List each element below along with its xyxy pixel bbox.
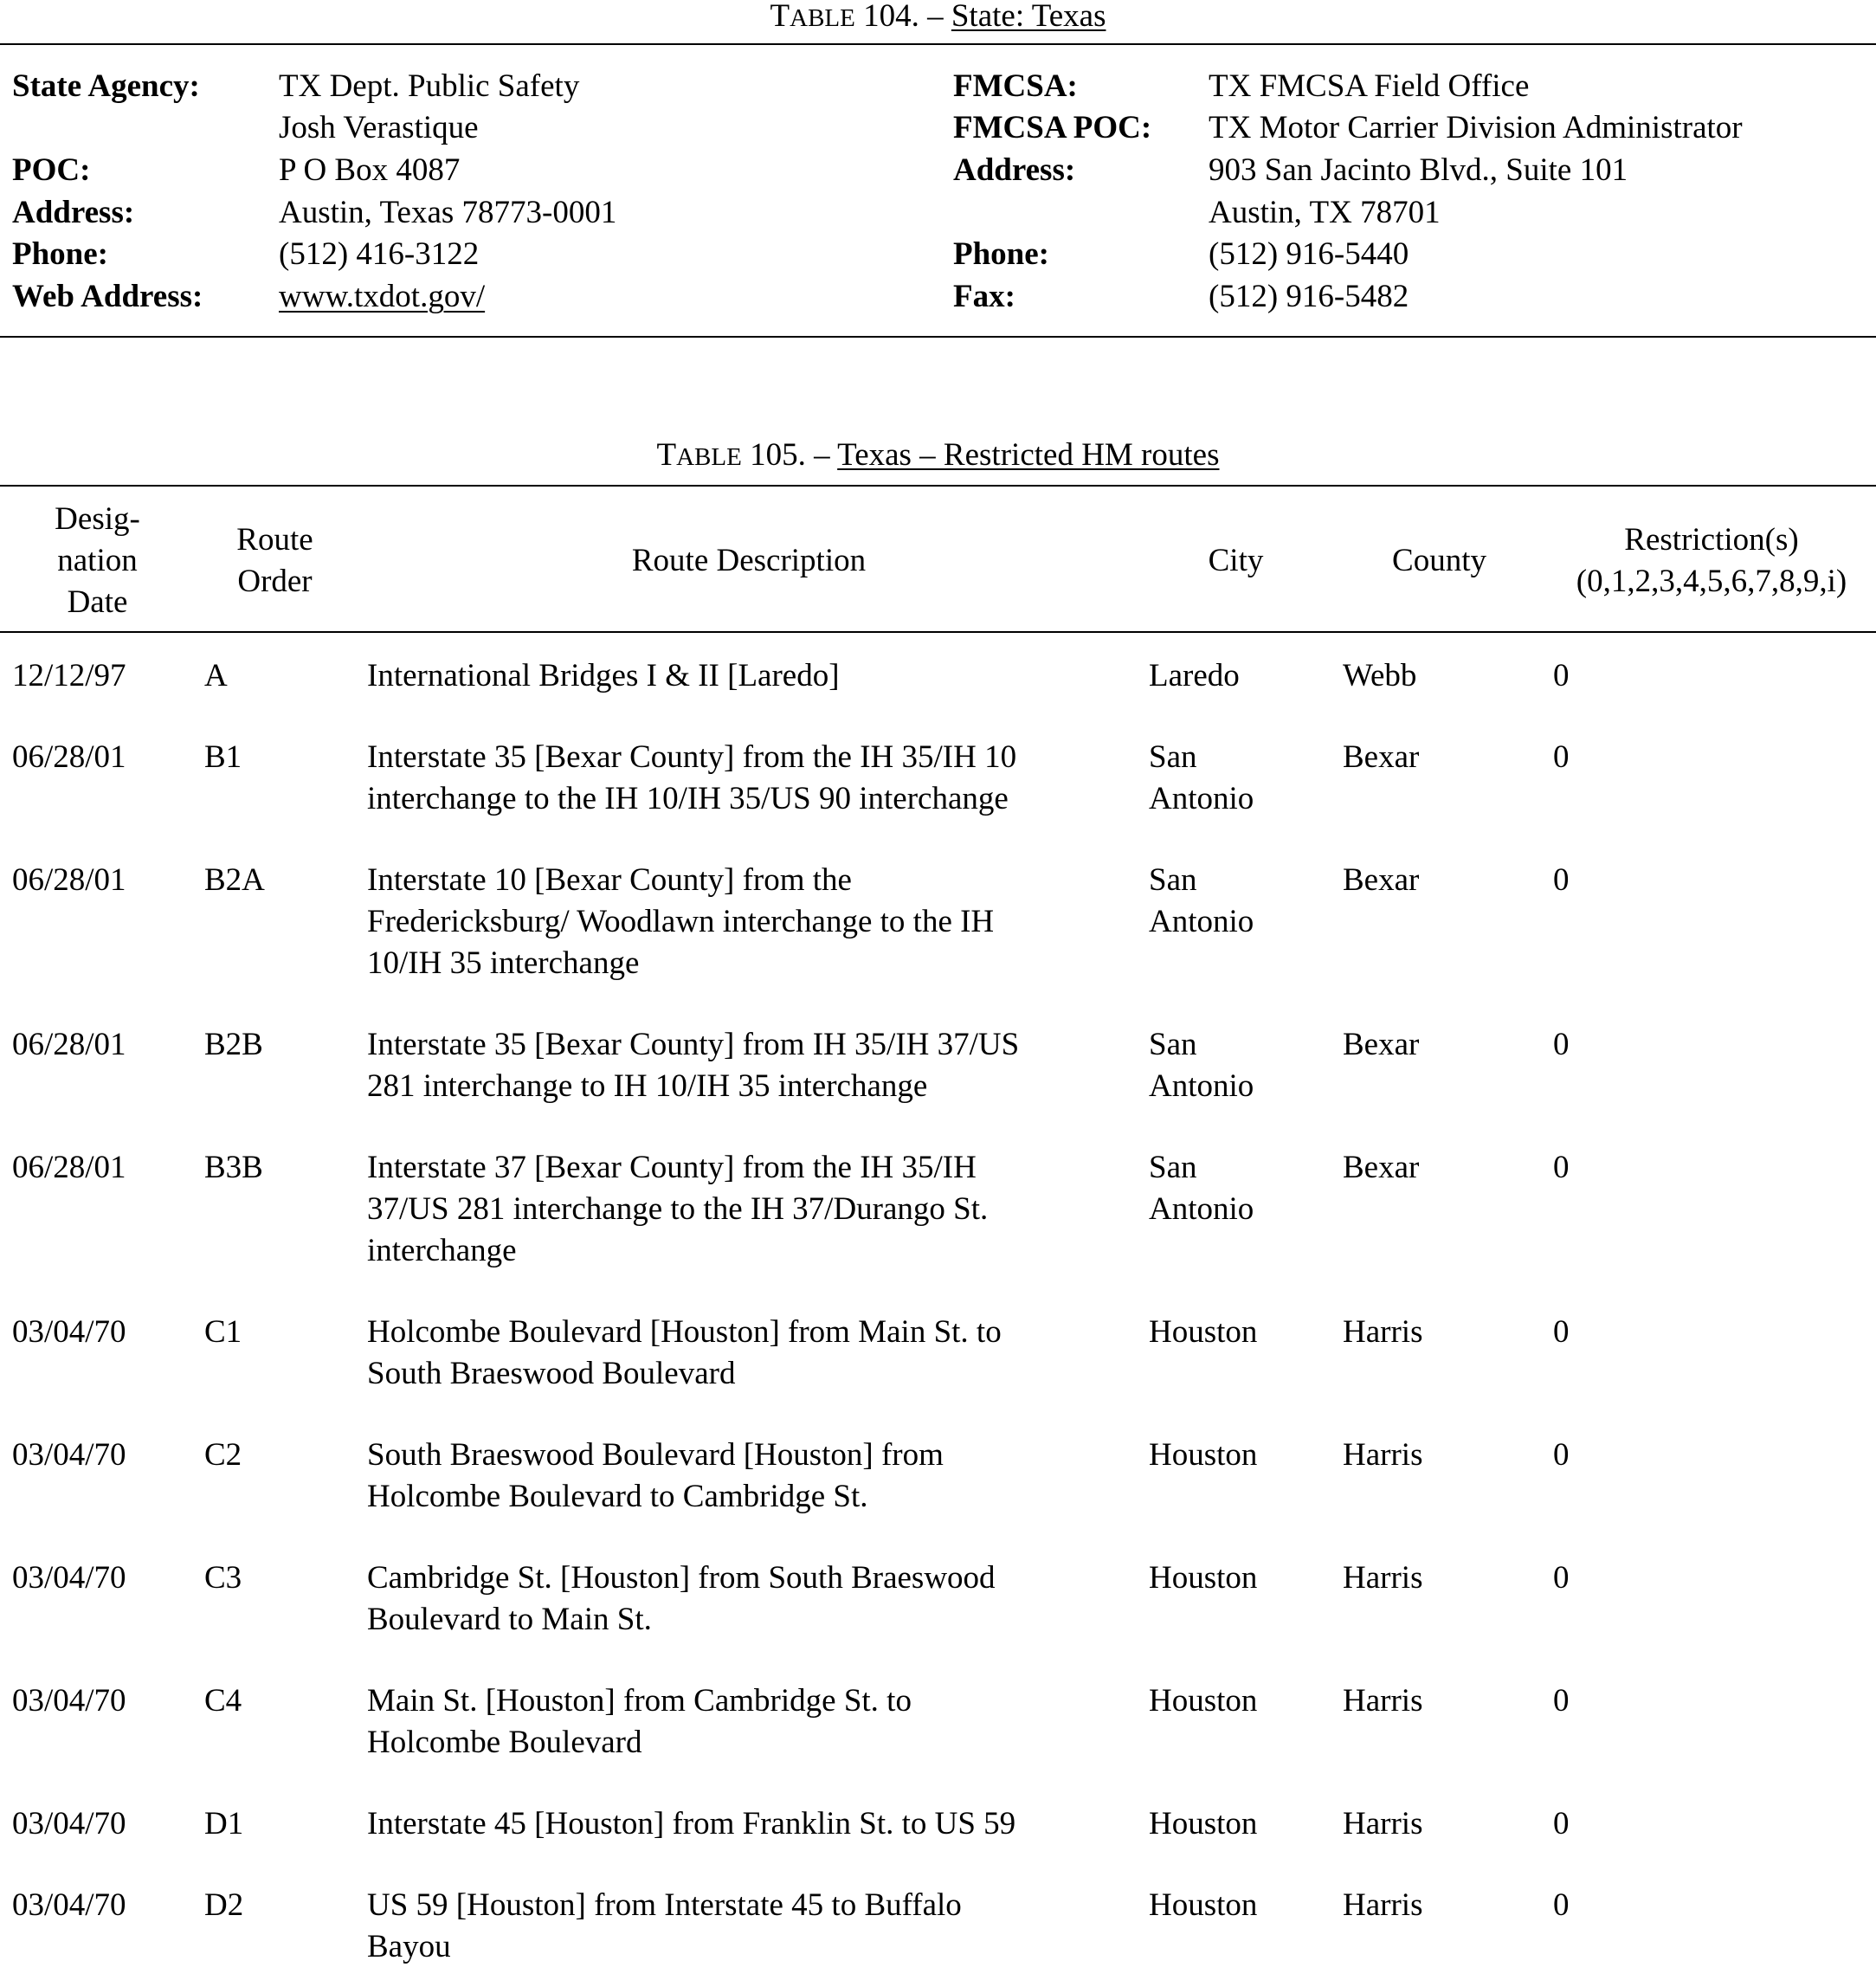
cell-route-order: B1	[204, 739, 242, 775]
cell-restriction: 0	[1553, 862, 1570, 898]
header-restriction-line: Restriction(s)	[1624, 522, 1799, 558]
cell-route-description: interchange	[367, 1233, 517, 1268]
cell-route-order: B2A	[204, 862, 265, 898]
contact-name: Josh Verastique	[279, 110, 479, 145]
cell-route-description: Interstate 10 [Bexar County] from the	[367, 862, 852, 898]
cell-route-description: US 59 [Houston] from Interstate 45 to Buffalo	[367, 1887, 962, 1923]
cell-county: Bexar	[1343, 1027, 1420, 1062]
fmcsa-label: FMCSA:	[953, 68, 1078, 104]
cell-city: Houston	[1149, 1560, 1258, 1596]
header-route-description: Route Description	[631, 543, 867, 578]
cell-route-description: Holcombe Boulevard	[367, 1725, 642, 1760]
table-105-number: 105.	[750, 437, 806, 473]
fmcsa-phone-label: Phone:	[953, 236, 1049, 272]
cell-city: San	[1149, 739, 1197, 775]
cell-restriction: 0	[1553, 658, 1570, 693]
fmcsa-fax-value: (512) 916-5482	[1209, 279, 1409, 314]
header-date-line: nation	[57, 543, 138, 578]
cell-route-description: Holcombe Boulevard to Cambridge St.	[367, 1479, 868, 1514]
cell-county: Harris	[1343, 1683, 1423, 1719]
cell-city: San	[1149, 862, 1197, 898]
cell-city: Antonio	[1149, 781, 1254, 816]
cell-designation-date: 06/28/01	[12, 1027, 126, 1062]
header-city: City	[1208, 543, 1264, 578]
cell-route-description: 10/IH 35 interchange	[367, 945, 640, 981]
table-105-top-rule	[0, 485, 1876, 487]
cell-restriction: 0	[1553, 1806, 1570, 1841]
cell-county: Harris	[1343, 1560, 1423, 1596]
cell-route-order: D1	[204, 1806, 244, 1841]
table-105-label-first: T	[656, 437, 677, 473]
header-designation-date	[17, 499, 177, 623]
table-105-caption	[0, 439, 1876, 474]
cell-designation-date: 12/12/97	[12, 658, 126, 693]
header-date-line: Desig-	[55, 501, 140, 537]
cell-city: Antonio	[1149, 1068, 1254, 1104]
cell-route-order: B2B	[204, 1027, 263, 1062]
cell-designation-date: 06/28/01	[12, 739, 126, 775]
table-104-top-rule	[0, 43, 1876, 45]
cell-city: San	[1149, 1150, 1197, 1185]
cell-city: Houston	[1149, 1314, 1258, 1350]
cell-county: Harris	[1343, 1314, 1423, 1350]
cell-route-description: South Braeswood Boulevard	[367, 1356, 736, 1391]
fmcsa-address-label: Address:	[953, 152, 1076, 188]
header-county: County	[1392, 543, 1486, 578]
web-address-link[interactable]: www.txdot.gov/	[279, 279, 486, 314]
table-104-caption	[0, 0, 1876, 35]
fmcsa-address-line2: Austin, TX 78701	[1209, 195, 1441, 230]
cell-county: Harris	[1343, 1806, 1423, 1841]
cell-restriction: 0	[1553, 1560, 1570, 1596]
cell-route-description: Fredericksburg/ Woodlawn interchange to the IH	[367, 904, 995, 939]
header-order-line: Order	[237, 564, 313, 599]
cell-route-description: Interstate 35 [Bexar County] from the IH 35/IH 10	[367, 739, 1017, 775]
table-104-number: 104.	[863, 0, 919, 34]
cell-city: Houston	[1149, 1806, 1258, 1841]
fmcsa-poc-label: FMCSA POC:	[953, 110, 1152, 145]
cell-restriction: 0	[1553, 1683, 1570, 1719]
cell-route-order: C3	[204, 1560, 242, 1596]
cell-route-order: A	[204, 658, 228, 693]
cell-county: Bexar	[1343, 739, 1420, 775]
poc-label: POC:	[12, 152, 91, 188]
cell-county: Webb	[1343, 658, 1417, 693]
cell-route-description: 281 interchange to IH 10/IH 35 interchange	[367, 1068, 928, 1104]
cell-route-description: interchange to the IH 10/IH 35/US 90 interchange	[367, 781, 1009, 816]
header-restriction-line: (0,1,2,3,4,5,6,7,8,9,i)	[1576, 564, 1847, 599]
phone-value: (512) 416-3122	[279, 236, 480, 272]
cell-designation-date: 03/04/70	[12, 1314, 126, 1350]
cell-route-order: D2	[204, 1887, 244, 1923]
cell-route-description: Interstate 45 [Houston] from Franklin St. to US 59	[367, 1806, 1016, 1841]
cell-city: Antonio	[1149, 1191, 1254, 1227]
cell-county: Bexar	[1343, 862, 1420, 898]
cell-restriction: 0	[1553, 1150, 1570, 1185]
header-route-order	[195, 519, 355, 603]
cell-city: Houston	[1149, 1683, 1258, 1719]
phone-label: Phone:	[12, 236, 108, 272]
cell-route-order: C1	[204, 1314, 242, 1350]
cell-route-description: Boulevard to Main St.	[367, 1602, 652, 1637]
cell-restriction: 0	[1553, 1314, 1570, 1350]
cell-county: Bexar	[1343, 1150, 1420, 1185]
cell-restriction: 0	[1553, 739, 1570, 775]
cell-city: Antonio	[1149, 904, 1254, 939]
cell-designation-date: 03/04/70	[12, 1437, 126, 1473]
fmcsa-value: TX FMCSA Field Office	[1209, 68, 1530, 104]
cell-designation-date: 03/04/70	[12, 1683, 126, 1719]
cell-designation-date: 03/04/70	[12, 1560, 126, 1596]
table-104-label-first: T	[770, 0, 790, 34]
fmcsa-fax-label: Fax:	[953, 279, 1015, 314]
cell-route-description: Interstate 35 [Bexar County] from IH 35/IH 37/US	[367, 1027, 1020, 1062]
web-address-label: Web Address:	[12, 279, 203, 314]
cell-restriction: 0	[1553, 1027, 1570, 1062]
cell-designation-date: 06/28/01	[12, 862, 126, 898]
table-105-label-rest: ABLE	[676, 443, 742, 471]
cell-route-description: Bayou	[367, 1929, 451, 1964]
cell-route-description: Main St. [Houston] from Cambridge St. to	[367, 1683, 912, 1719]
cell-city: Laredo	[1149, 658, 1240, 693]
cell-route-order: C4	[204, 1683, 242, 1719]
cell-designation-date: 06/28/01	[12, 1150, 126, 1185]
table-105-header-rule	[0, 631, 1876, 633]
address-label: Address:	[12, 195, 135, 230]
cell-city: Houston	[1149, 1437, 1258, 1473]
cell-restriction: 0	[1553, 1437, 1570, 1473]
table-104-dash: –	[927, 0, 944, 34]
cell-route-order: C2	[204, 1437, 242, 1473]
table-104-label-rest: ABLE	[790, 4, 855, 32]
state-agency-value: TX Dept. Public Safety	[279, 68, 580, 104]
cell-route-description: Holcombe Boulevard [Houston] from Main St. to	[367, 1314, 1002, 1350]
cell-route-description: International Bridges I & II [Laredo]	[367, 658, 840, 693]
cell-restriction: 0	[1553, 1887, 1570, 1923]
state-agency-label: State Agency:	[12, 68, 200, 104]
cell-county: Harris	[1343, 1887, 1423, 1923]
cell-route-order: B3B	[204, 1150, 263, 1185]
cell-route-description: South Braeswood Boulevard [Houston] from	[367, 1437, 944, 1473]
cell-county: Harris	[1343, 1437, 1423, 1473]
cell-route-description: Interstate 37 [Bexar County] from the IH 35/IH	[367, 1150, 977, 1185]
address-value: Austin, Texas 78773-0001	[279, 195, 617, 230]
cell-route-description: 37/US 281 interchange to the IH 37/Durango St.	[367, 1191, 989, 1227]
fmcsa-phone-value: (512) 916-5440	[1209, 236, 1409, 272]
cell-route-description: Cambridge St. [Houston] from South Braeswood	[367, 1560, 996, 1596]
table-104-bottom-rule	[0, 336, 1876, 338]
header-restrictions	[1547, 519, 1876, 603]
table-105-dash: –	[814, 437, 830, 473]
header-order-line: Route	[236, 522, 313, 558]
fmcsa-poc-value: TX Motor Carrier Division Administrator	[1209, 110, 1743, 145]
header-date-line: Date	[67, 584, 128, 620]
cell-city: Houston	[1149, 1887, 1258, 1923]
table-104-title: State: Texas	[951, 0, 1106, 34]
fmcsa-address-line1: 903 San Jacinto Blvd., Suite 101	[1209, 152, 1628, 188]
cell-designation-date: 03/04/70	[12, 1887, 126, 1923]
poc-value: P O Box 4087	[279, 152, 461, 188]
cell-city: San	[1149, 1027, 1197, 1062]
cell-designation-date: 03/04/70	[12, 1806, 126, 1841]
table-105-title: Texas – Restricted HM routes	[837, 437, 1220, 473]
